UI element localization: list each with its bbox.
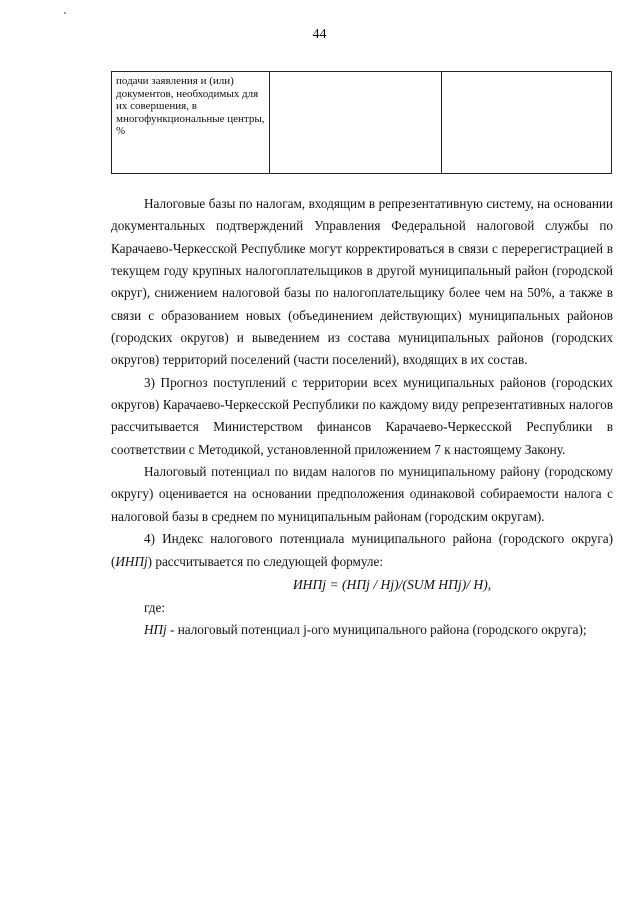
paragraph-text: 4) Индекс налогового потенциала муниципального района (городского округа) ( bbox=[111, 531, 613, 569]
body-text bbox=[111, 193, 613, 642]
formula: ИНПj = (НПj / Hj)/(SUM НПj)/ Н), bbox=[292, 576, 492, 592]
formula-variable: НПj bbox=[144, 622, 167, 638]
scan-speck bbox=[64, 12, 66, 14]
paragraph-revenue-forecast: 3) Прогноз поступлений с территории всех муниципальных районов (городских округов) Карачаево-Черкесской Республики по каждому виду репрезентативных налогов рассчитывается Министерством финансов Карачаево-Черкесской Республики в соответствии с Методикой, установленной приложением 7 к настоящему Закону. bbox=[111, 374, 613, 457]
table-cell bbox=[270, 72, 442, 174]
table-cell bbox=[442, 72, 612, 174]
paragraph-tax-potential: Налоговый потенциал по видам налогов по муниципальному району (городскому округу) оценивается на основании предположения одинаковой собираемости налога с налоговой базы в среднем по муниципальным районам (городским округам). bbox=[111, 464, 613, 524]
paragraph-tax-bases: Налоговые базы по налогам, входящим в репрезентативную систему, на основании документальных подтверждений Управления Федеральной налоговой службы по Карачаево-Черкесской Республике могут корректироваться в связи с перерегистрацией в текущем году крупных налогоплательщиков в другой муниципальный район (городской округ), снижением налоговой базы по налогоплательщику более чем на 50%, а также в связи с образованием новых (объединением действующих) муниципальных районов (городских округов) и выведением из состава муниципальных районов (городских округов) территорий поселений (части поселений), входящих в их состав. bbox=[111, 196, 613, 368]
table-row bbox=[112, 72, 612, 174]
paragraph-text: ) рассчитывается по следующей формуле: bbox=[147, 553, 384, 569]
paragraph-index-definition bbox=[111, 528, 613, 573]
paragraph-variable-definition bbox=[111, 619, 613, 641]
paragraph-text: - налоговый потенциал j-ого муниципального района (городского округа); bbox=[166, 622, 587, 638]
formula-variable: ИНПj bbox=[115, 553, 148, 569]
page-number: 44 bbox=[312, 27, 327, 42]
where-label: где: bbox=[144, 599, 165, 615]
continuation-table bbox=[111, 71, 612, 174]
table-cell: подачи заявления и (или) документов, необходимых для их совершения, в многофункциональные центры, % bbox=[112, 72, 270, 174]
